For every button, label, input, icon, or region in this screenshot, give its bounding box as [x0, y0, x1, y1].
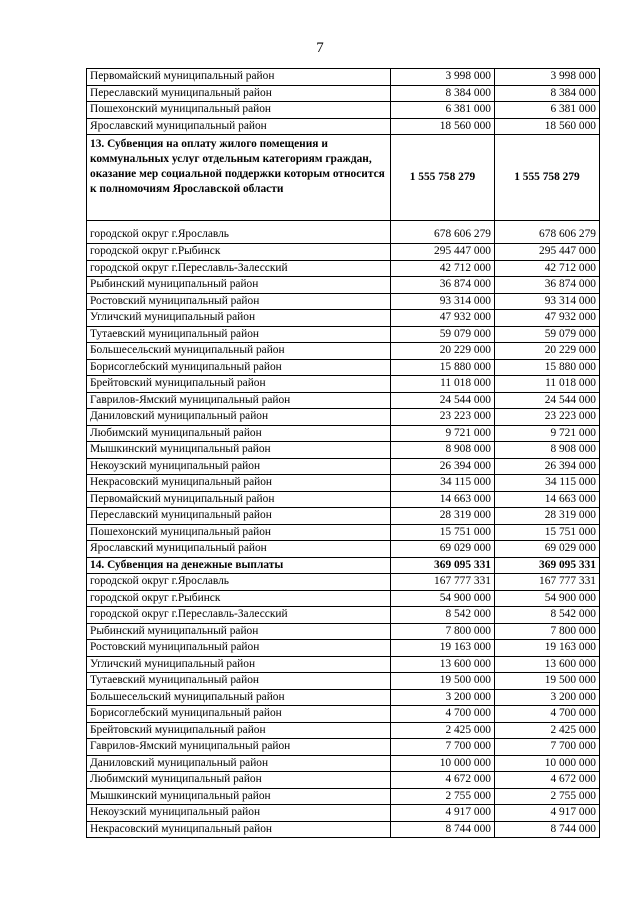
row-name-cell: городской округ г.Ярославль — [87, 574, 391, 591]
row-value-plan-cell: 8 744 000 — [391, 821, 495, 838]
row-name-cell: Большесельский муниципальный район — [87, 343, 391, 360]
row-name-cell: Даниловский муниципальный район — [87, 755, 391, 772]
row-value-cell: 8 744 000 — [495, 821, 600, 838]
row-value-cell: 369 095 331 — [495, 557, 600, 574]
table-row — [87, 821, 600, 838]
table-row — [87, 118, 600, 135]
row-value-cell: 6 381 000 — [495, 102, 600, 119]
row-value-cell: 54 900 000 — [495, 590, 600, 607]
row-value-plan-cell: 369 095 331 — [391, 557, 495, 574]
row-value-cell: 9 721 000 — [495, 425, 600, 442]
row-name-cell: Борисоглебский муниципальный район — [87, 359, 391, 376]
row-value-cell: 2 425 000 — [495, 722, 600, 739]
row-value-plan-cell: 9 721 000 — [391, 425, 495, 442]
row-value-plan-cell: 2 425 000 — [391, 722, 495, 739]
row-name-cell: Любимский муниципальный район — [87, 772, 391, 789]
row-value-plan-cell: 15 880 000 — [391, 359, 495, 376]
row-name-cell: 14. Субвенция на денежные выплаты — [87, 557, 391, 574]
table-row — [87, 623, 600, 640]
budget-table — [86, 68, 600, 838]
table-row — [87, 755, 600, 772]
row-name-cell: городской округ г.Переславль-Залесский — [87, 607, 391, 624]
table-row — [87, 326, 600, 343]
row-name-cell: Брейтовский муниципальный район — [87, 376, 391, 393]
row-value-cell: 34 115 000 — [495, 475, 600, 492]
row-name-cell: Некоузский муниципальный район — [87, 805, 391, 822]
row-name-cell: Некрасовский муниципальный район — [87, 475, 391, 492]
row-value-cell: 8 908 000 — [495, 442, 600, 459]
row-value-cell: 4 700 000 — [495, 706, 600, 723]
row-value-plan-cell: 3 998 000 — [391, 69, 495, 86]
table-row — [87, 293, 600, 310]
row-value-cell: 8 384 000 — [495, 85, 600, 102]
row-name-cell: Первомайский муниципальный район — [87, 491, 391, 508]
row-value-cell: 4 917 000 — [495, 805, 600, 822]
row-value-cell: 20 229 000 — [495, 343, 600, 360]
table-row — [87, 689, 600, 706]
row-value-plan-cell: 8 542 000 — [391, 607, 495, 624]
row-value-plan-cell: 14 663 000 — [391, 491, 495, 508]
table-row — [87, 310, 600, 327]
row-name-cell: Переславский муниципальный район — [87, 508, 391, 525]
row-value-plan-cell: 8 384 000 — [391, 85, 495, 102]
row-value-plan-cell: 18 560 000 — [391, 118, 495, 135]
row-value-plan-cell: 47 932 000 — [391, 310, 495, 327]
row-name-cell: Тутаевский муниципальный район — [87, 673, 391, 690]
row-value-plan-cell: 4 700 000 — [391, 706, 495, 723]
table-row — [87, 640, 600, 657]
row-name-cell: городской округ г.Рыбинск — [87, 244, 391, 261]
row-value-plan-cell: 69 029 000 — [391, 541, 495, 558]
table-row — [87, 607, 600, 624]
table-row — [87, 102, 600, 119]
row-name-cell: городской округ г.Переславль-Залесский — [87, 260, 391, 277]
row-value-plan-cell: 2 755 000 — [391, 788, 495, 805]
row-value-cell: 3 998 000 — [495, 69, 600, 86]
row-name-cell: Тутаевский муниципальный район — [87, 326, 391, 343]
table-row — [87, 343, 600, 360]
row-value-cell: 3 200 000 — [495, 689, 600, 706]
table-row — [87, 772, 600, 789]
row-name-cell: Некрасовский муниципальный район — [87, 821, 391, 838]
row-name-cell: Даниловский муниципальный район — [87, 409, 391, 426]
row-value-plan-cell: 54 900 000 — [391, 590, 495, 607]
row-value-cell: 1 555 758 279 — [495, 135, 600, 221]
row-value-plan-cell: 295 447 000 — [391, 244, 495, 261]
row-name-cell: Гаврилов-Ямский муниципальный район — [87, 739, 391, 756]
row-value-plan-cell: 1 555 758 279 — [391, 135, 495, 221]
row-value-cell: 36 874 000 — [495, 277, 600, 294]
table-row — [87, 739, 600, 756]
table-row — [87, 590, 600, 607]
row-name-cell: Первомайский муниципальный район — [87, 69, 391, 86]
row-value-cell: 14 663 000 — [495, 491, 600, 508]
row-name-cell: Ростовский муниципальный район — [87, 640, 391, 657]
row-value-cell: 42 712 000 — [495, 260, 600, 277]
row-name-cell: городской округ г.Рыбинск — [87, 590, 391, 607]
table-row — [87, 409, 600, 426]
row-name-cell: Переславский муниципальный район — [87, 85, 391, 102]
table-row — [87, 656, 600, 673]
table-row — [87, 376, 600, 393]
row-value-plan-cell: 7 800 000 — [391, 623, 495, 640]
row-value-cell: 26 394 000 — [495, 458, 600, 475]
row-name-cell: Пошехонский муниципальный район — [87, 102, 391, 119]
row-value-cell: 28 319 000 — [495, 508, 600, 525]
row-value-plan-cell: 28 319 000 — [391, 508, 495, 525]
row-value-cell: 13 600 000 — [495, 656, 600, 673]
row-name-cell: Угличский муниципальный район — [87, 656, 391, 673]
table-row — [87, 458, 600, 475]
row-value-cell: 24 544 000 — [495, 392, 600, 409]
row-value-plan-cell: 23 223 000 — [391, 409, 495, 426]
row-value-plan-cell: 13 600 000 — [391, 656, 495, 673]
row-value-cell: 8 542 000 — [495, 607, 600, 624]
row-name-cell: 13. Субвенция на оплату жилого помещения и коммунальных услуг отдельным категориям граждан, оказание мер социальной поддержки которым относится к полномочиям Ярославской области — [87, 135, 391, 221]
row-value-plan-cell: 15 751 000 — [391, 524, 495, 541]
row-name-cell: Некоузский муниципальный район — [87, 458, 391, 475]
table-row — [87, 277, 600, 294]
row-value-cell: 47 932 000 — [495, 310, 600, 327]
row-value-plan-cell: 10 000 000 — [391, 755, 495, 772]
row-value-plan-cell: 34 115 000 — [391, 475, 495, 492]
row-value-cell: 15 880 000 — [495, 359, 600, 376]
row-value-plan-cell: 42 712 000 — [391, 260, 495, 277]
row-value-cell: 167 777 331 — [495, 574, 600, 591]
row-value-cell: 10 000 000 — [495, 755, 600, 772]
table-row — [87, 442, 600, 459]
row-value-cell: 678 606 279 — [495, 221, 600, 244]
row-value-plan-cell: 8 908 000 — [391, 442, 495, 459]
row-value-plan-cell: 93 314 000 — [391, 293, 495, 310]
row-value-cell: 23 223 000 — [495, 409, 600, 426]
row-name-cell: Ярославский муниципальный район — [87, 541, 391, 558]
row-name-cell: Гаврилов-Ямский муниципальный район — [87, 392, 391, 409]
table-row — [87, 673, 600, 690]
row-name-cell: Борисоглебский муниципальный район — [87, 706, 391, 723]
row-value-plan-cell: 4 672 000 — [391, 772, 495, 789]
row-name-cell: Рыбинский муниципальный район — [87, 277, 391, 294]
row-value-plan-cell: 26 394 000 — [391, 458, 495, 475]
row-value-cell: 7 700 000 — [495, 739, 600, 756]
table-row — [87, 541, 600, 558]
table-row — [87, 722, 600, 739]
table-row — [87, 475, 600, 492]
page-number: 7 — [316, 40, 324, 56]
budget-table-body — [87, 69, 600, 838]
table-row — [87, 392, 600, 409]
row-value-plan-cell: 167 777 331 — [391, 574, 495, 591]
table-row — [87, 508, 600, 525]
row-value-cell: 59 079 000 — [495, 326, 600, 343]
table-row — [87, 788, 600, 805]
row-name-cell: Большесельский муниципальный район — [87, 689, 391, 706]
row-value-cell: 295 447 000 — [495, 244, 600, 261]
row-value-cell: 18 560 000 — [495, 118, 600, 135]
row-name-cell: Мышкинский муниципальный район — [87, 788, 391, 805]
row-name-cell: Пошехонский муниципальный район — [87, 524, 391, 541]
row-value-plan-cell: 20 229 000 — [391, 343, 495, 360]
row-name-cell: Мышкинский муниципальный район — [87, 442, 391, 459]
table-row — [87, 260, 600, 277]
row-value-cell: 2 755 000 — [495, 788, 600, 805]
table-row — [87, 85, 600, 102]
row-value-plan-cell: 6 381 000 — [391, 102, 495, 119]
table-row — [87, 805, 600, 822]
row-value-cell: 7 800 000 — [495, 623, 600, 640]
table-row — [87, 221, 600, 244]
row-value-plan-cell: 59 079 000 — [391, 326, 495, 343]
table-row — [87, 491, 600, 508]
row-value-plan-cell: 4 917 000 — [391, 805, 495, 822]
row-name-cell: Угличский муниципальный район — [87, 310, 391, 327]
row-name-cell: Брейтовский муниципальный район — [87, 722, 391, 739]
row-value-cell: 19 500 000 — [495, 673, 600, 690]
row-value-cell: 19 163 000 — [495, 640, 600, 657]
row-name-cell: городской округ г.Ярославль — [87, 221, 391, 244]
row-value-plan-cell: 19 163 000 — [391, 640, 495, 657]
table-row — [87, 524, 600, 541]
row-value-plan-cell: 36 874 000 — [391, 277, 495, 294]
row-name-cell: Любимский муниципальный район — [87, 425, 391, 442]
row-value-cell: 4 672 000 — [495, 772, 600, 789]
row-name-cell: Ярославский муниципальный район — [87, 118, 391, 135]
table-row — [87, 425, 600, 442]
table-row — [87, 574, 600, 591]
table-row — [87, 69, 600, 86]
row-name-cell: Рыбинский муниципальный район — [87, 623, 391, 640]
row-name-cell: Ростовский муниципальный район — [87, 293, 391, 310]
row-value-plan-cell: 678 606 279 — [391, 221, 495, 244]
table-row — [87, 244, 600, 261]
row-value-cell: 69 029 000 — [495, 541, 600, 558]
table-row — [87, 706, 600, 723]
row-value-plan-cell: 24 544 000 — [391, 392, 495, 409]
row-value-cell: 11 018 000 — [495, 376, 600, 393]
table-row — [87, 359, 600, 376]
row-value-plan-cell: 7 700 000 — [391, 739, 495, 756]
section-row — [87, 135, 600, 221]
row-value-plan-cell: 19 500 000 — [391, 673, 495, 690]
row-value-plan-cell: 11 018 000 — [391, 376, 495, 393]
row-value-plan-cell: 3 200 000 — [391, 689, 495, 706]
row-value-cell: 15 751 000 — [495, 524, 600, 541]
section-row — [87, 557, 600, 574]
row-value-cell: 93 314 000 — [495, 293, 600, 310]
